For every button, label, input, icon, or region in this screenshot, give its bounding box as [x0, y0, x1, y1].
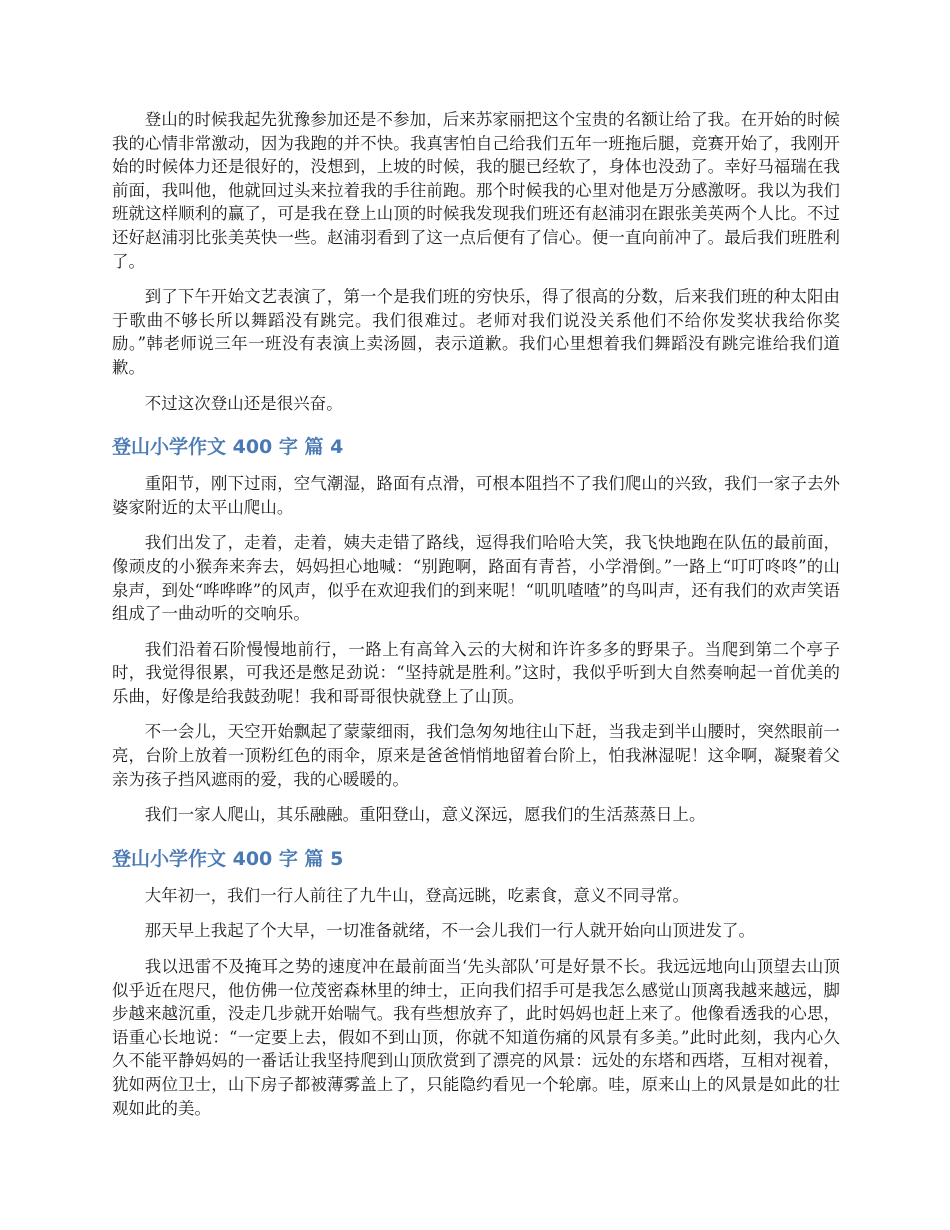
paragraph: 我们出发了，走着，走着，姨夫走错了路线，逗得我们哈哈大笑，我飞快地跑在队伍的最前面，像顽皮的小猴奔来奔去，妈妈担心地喊：“别跑啊，路面有青苔，小学滑倒。”一路上“叮叮咚咚”的山泉声，到处“哗哗哗”的风声，似乎在欢迎我们的到来呢！“叽叽喳喳”的鸟叫声，还有我们的欢声笑语组成了一曲动听的交响乐。 [112, 533, 840, 624]
paragraph: 大年初一，我们一行人前往了九牛山，登高远眺，吃素食，意义不同寻常。 [144, 885, 689, 905]
paragraph: 我以迅雷不及掩耳之势的速度冲在最前面当‘先头部队’可是好景不长。我远远地向山顶望去山顶似乎近在咫尺，他仿佛一位茂密森林里的绅士，正向我们招手可是我怎么感觉山顶离我越来越远，脚步越来越沉重，没走几步就开始喘气。我有些想放弃了，此时妈妈也赶上来了。他像看透我的心思，语重心长地说：“一定要上去，假如不到山顶，你就不知道伤痛的风景有多美。”此时此刻，我内心久久不能平静妈妈的一番话让我坚持爬到山顶欣赏到了漂亮的风景：远处的东塔和西塔，互相对视着，犹如两位卫士，山下房子都被薄雾盖上了，只能隐约看见一个轮廓。哇，原来山上的风景是如此的壮观如此的美。 [112, 957, 840, 1118]
section-essay-4 [112, 434, 840, 827]
section-heading: 登山小学作文 400 字 篇 5 [112, 847, 344, 870]
paragraph: 那天早上我起了个大早，一切准备就绪，不一会儿我们一行人就开始向山顶进发了。 [144, 921, 755, 941]
paragraph: 到了下午开始文艺表演了，第一个是我们班的穷快乐，得了很高的分数，后来我们班的种太阳由于歌曲不够长所以舞蹈没有跳完。我们很难过。老师对我们说没关系他们不给你发奖状我给你奖励。”韩老师说三年一班没有表演上卖汤圆，表示道歉。我们心里想着我们舞蹈没有跳完谁给我们道歉。 [112, 287, 840, 377]
paragraph: 我们一家人爬山，其乐融融。重阳登山，意义深远，愿我们的生活蒸蒸日上。 [144, 805, 706, 825]
paragraph: 不一会儿，天空开始飘起了蒙蒙细雨，我们急匆匆地往山下赶，当我走到半山腰时，突然眼前一亮，台阶上放着一顶粉红色的雨伞，原来是爸爸悄悄地留着台阶上，怕我淋湿呢！这伞啊，凝聚着父亲为孩子挡风遮雨的爱，我的心暖暖的。 [112, 722, 840, 789]
section-continued [112, 108, 840, 415]
section-heading: 登山小学作文 400 字 篇 4 [112, 436, 344, 459]
document-page [112, 108, 840, 1132]
paragraph: 重阳节，刚下过雨，空气潮湿，路面有点滑，可根本阻挡不了我们爬山的兴致，我们一家子去外婆家附近的太平山爬山。 [112, 474, 840, 517]
paragraph: 登山的时候我起先犹豫参加还是不参加，后来苏家丽把这个宝贵的名额让给了我。在开始的时候我的心情非常激动，因为我跑的并不快。我真害怕自己给我们五年一班拖后腿，竞赛开始了，我刚开始的时候体力还是很好的，没想到，上坡的时候，我的腿已经软了，身体也没劲了。幸好马福瑞在我前面，我叫他，他就回过头来拉着我的手往前跑。那个时候我的心里对他是万分感激呀。我以为我们班就这样顺利的赢了，可是我在登上山顶的时候我发现我们班还有赵浦羽在跟张美英两个人比。不过还好赵浦羽比张美英快一些。赵浦羽看到了这一点后便有了信心。便一直向前冲了。最后我们班胜利了。 [112, 110, 840, 271]
paragraph: 我们沿着石阶慢慢地前行，一路上有高耸入云的大树和许许多多的野果子。当爬到第二个亭子时，我觉得很累，可我还是憋足劲说：“坚持就是胜利。”这时，我似乎听到大自然奏响起一首优美的乐曲，好像是给我鼓劲呢！我和哥哥很快就登上了山顶。 [112, 639, 840, 706]
section-essay-5 [112, 846, 840, 1120]
paragraph: 不过这次登山还是很兴奋。 [144, 393, 343, 413]
